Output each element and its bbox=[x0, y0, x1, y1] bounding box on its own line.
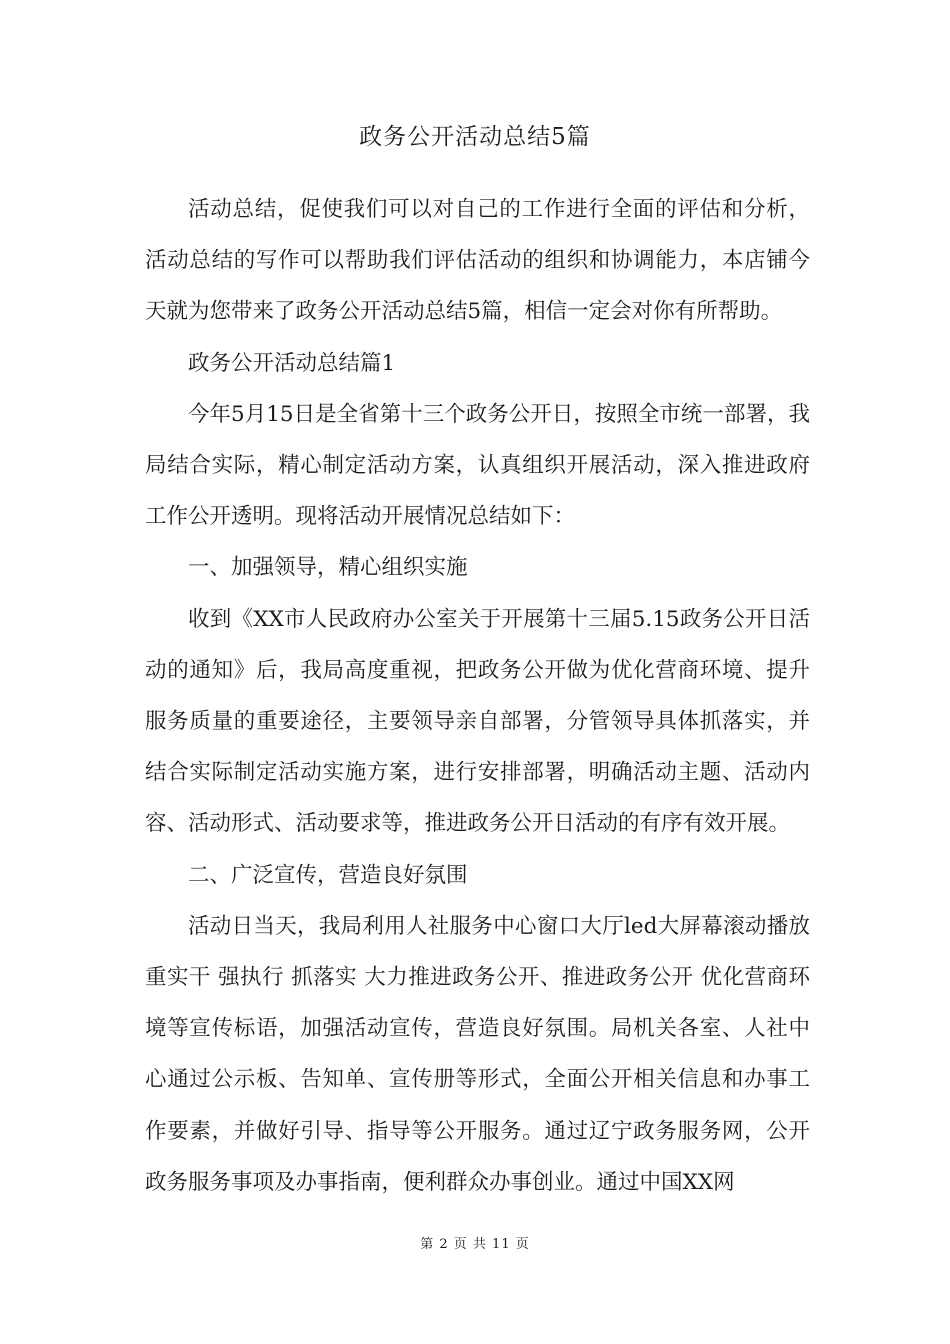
paragraph-publicity: 活动日当天，我局利用人社服务中心窗口大厅led大屏幕滚动播放重实干 强执行 抓落实 大力推进政务公开、推进政务公开 优化营商环境等宣传标语，加强活动宣传，营造良好氛围。局机关各室、人社中心通过公示板、告知单、宣传册等形式，全面公开相关信息和办事工作要素，并做好引导、指导等公开服务。通过辽宁政务服务网，公开政务服务事项及办事指南，便利群众办事创业。通过中国XX网 bbox=[145, 913, 810, 1195]
section-heading-leadership: 一、加强领导，精心组织实施 bbox=[188, 555, 468, 581]
document-title: 政务公开活动总结5篇 bbox=[359, 124, 591, 150]
page-number-footer: 第 2 页 共 11 页 bbox=[420, 1237, 530, 1252]
document-body bbox=[145, 184, 810, 1208]
paragraph-overview: 今年5月15日是全省第十三个政务公开日，按照全市统一部署，我局结合实际，精心制定活动方案，认真组织开展活动，深入推进政府工作公开透明。现将活动开展情况总结如下： bbox=[145, 401, 810, 530]
section-heading-publicity: 二、广泛宣传，营造良好氛围 bbox=[188, 862, 468, 888]
paragraph-leadership: 收到《XX市人民政府办公室关于开展第十三届5.15政务公开日活动的通知》后，我局高度重视，把政务公开做为优化营商环境、提升服务质量的重要途径，主要领导亲自部署，分管领导具体抓落实，并结合实际制定活动实施方案，进行安排部署，明确活动主题、活动内容、活动形式、活动要求等，推进政务公开日活动的有序有效开展。 bbox=[145, 606, 810, 837]
paragraph-intro: 活动总结，促使我们可以对自己的工作进行全面的评估和分析，活动总结的写作可以帮助我们评估活动的组织和协调能力，本店铺今天就为您带来了政务公开活动总结5篇，相信一定会对你有所帮助。 bbox=[145, 197, 810, 325]
section-heading-article-1: 政务公开活动总结篇1 bbox=[188, 350, 396, 376]
